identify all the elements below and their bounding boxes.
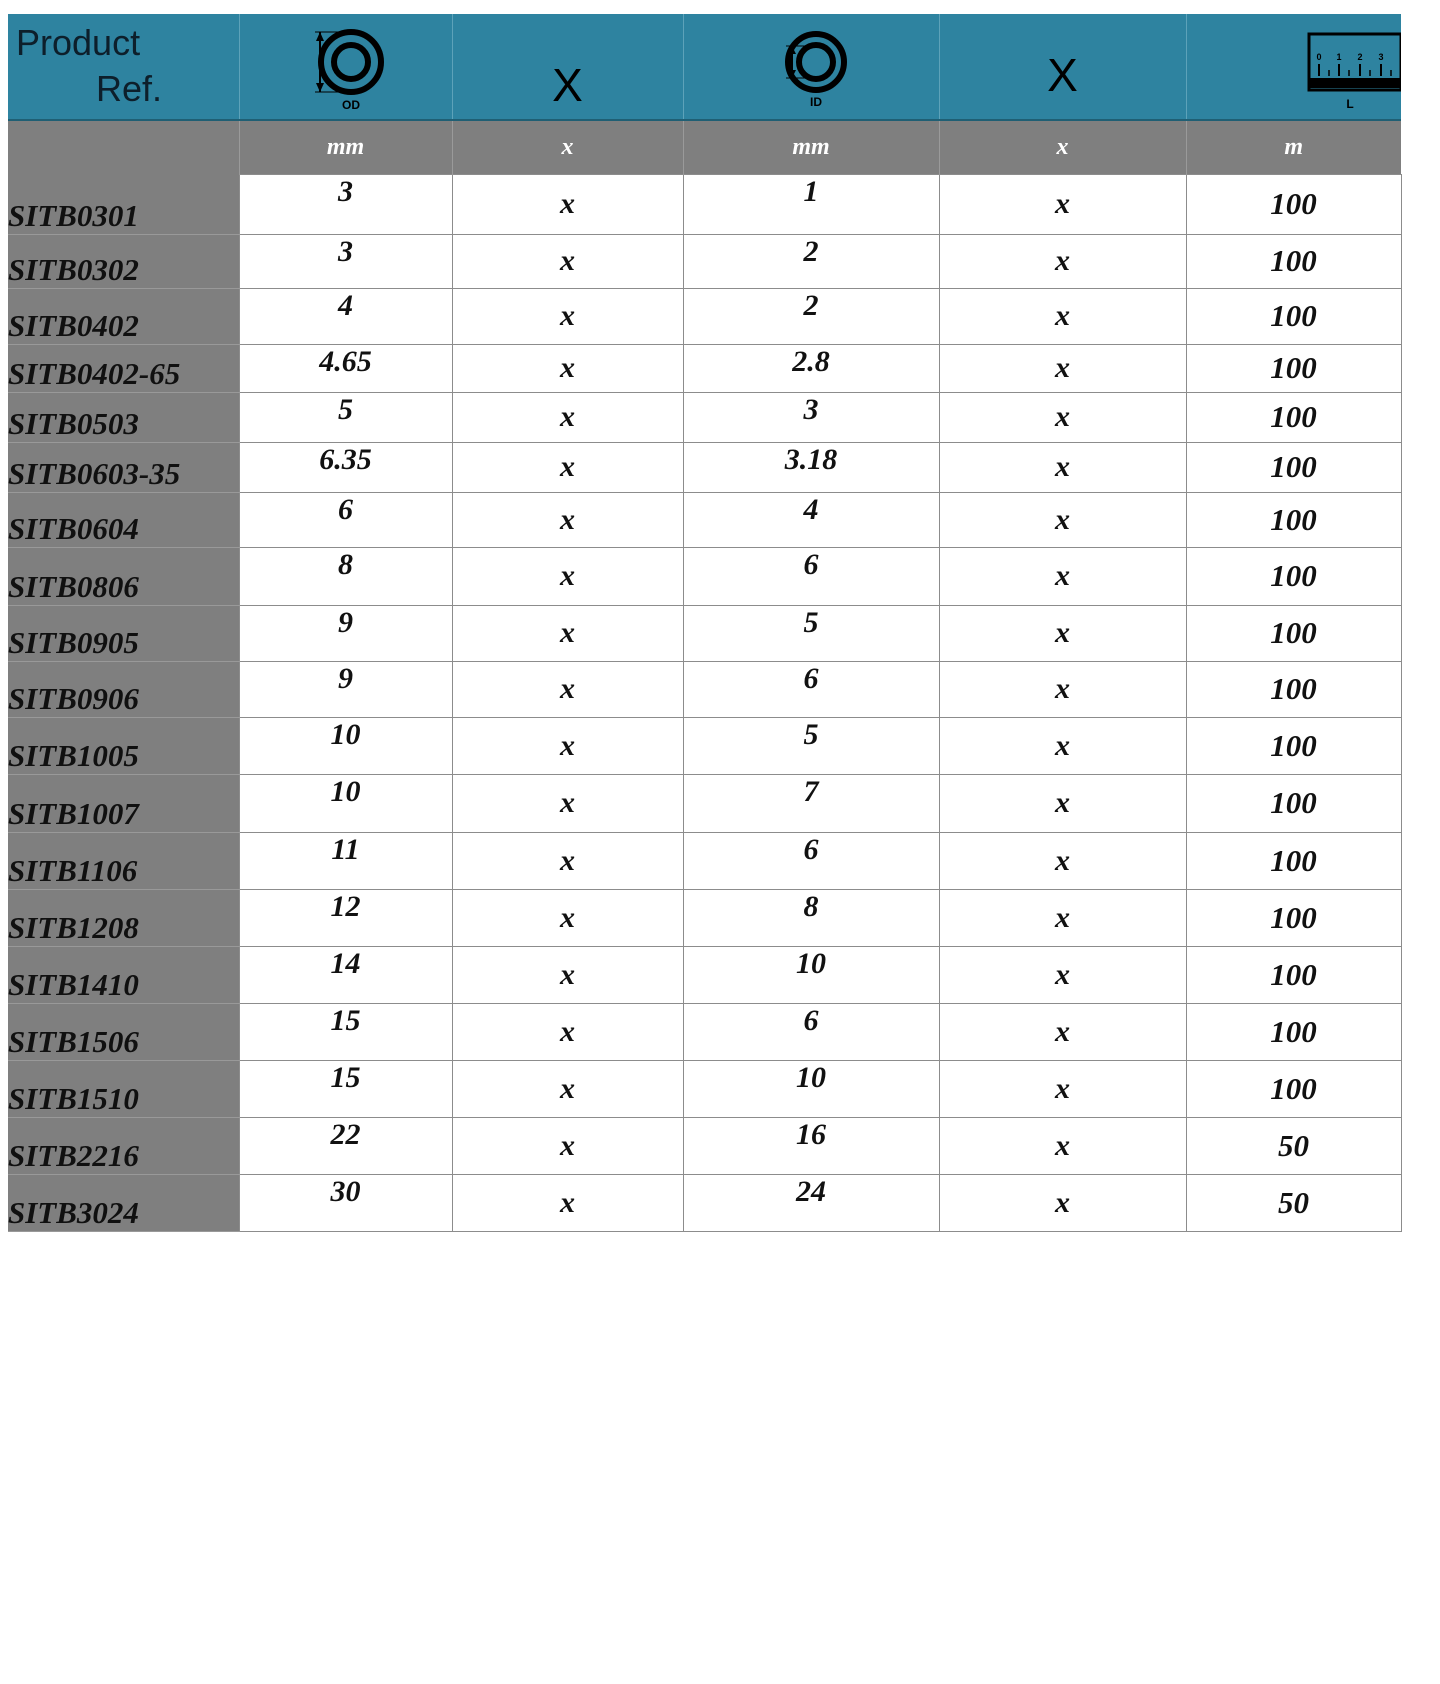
times-1-label: X — [552, 59, 583, 111]
ruler-tick-0: 0 — [1316, 52, 1322, 62]
od-cell: 5 — [239, 392, 452, 442]
table-row — [8, 1174, 1401, 1231]
od-cell: 10 — [239, 717, 452, 774]
table-row — [8, 889, 1401, 946]
length-cell: 100 — [1186, 661, 1401, 717]
id-cell: 8 — [683, 889, 939, 946]
od-cell: 3 — [239, 174, 452, 234]
product-ref-cell: SITB0301 — [8, 174, 239, 234]
table-row — [8, 392, 1401, 442]
od-cell: 8 — [239, 547, 452, 605]
times-1-cell: x — [452, 946, 683, 1003]
id-cell: 7 — [683, 774, 939, 832]
unit-cell-length: m — [1186, 120, 1401, 174]
product-ref-cell: SITB0503 — [8, 392, 239, 442]
times-2-cell: x — [939, 774, 1186, 832]
times-2-cell: x — [939, 492, 1186, 547]
times-1-cell: x — [452, 1117, 683, 1174]
table-row — [8, 946, 1401, 1003]
od-cell: 9 — [239, 605, 452, 661]
length-cell: 100 — [1186, 889, 1401, 946]
unit-cell-id: mm — [683, 120, 939, 174]
product-ref-cell: SITB1410 — [8, 946, 239, 1003]
times-1-cell: x — [452, 661, 683, 717]
table-row — [8, 547, 1401, 605]
id-cell: 24 — [683, 1174, 939, 1231]
od-cell: 15 — [239, 1003, 452, 1060]
id-cell: 6 — [683, 1003, 939, 1060]
times-2-cell: x — [939, 1003, 1186, 1060]
product-ref-label-line1: Product — [16, 22, 141, 63]
times-2-cell: x — [939, 1117, 1186, 1174]
tubing-spec-table — [8, 14, 1402, 1232]
od-cell: 3 — [239, 234, 452, 288]
id-cell: 3.18 — [683, 442, 939, 492]
od-cell: 6 — [239, 492, 452, 547]
length-cell: 100 — [1186, 392, 1401, 442]
product-ref-cell: SITB0604 — [8, 492, 239, 547]
times-2-cell: x — [939, 547, 1186, 605]
od-cell: 12 — [239, 889, 452, 946]
ruler-tick-3: 3 — [1378, 52, 1384, 62]
times-1-cell: x — [452, 442, 683, 492]
product-ref-cell: SITB0302 — [8, 234, 239, 288]
times-2-cell: x — [939, 234, 1186, 288]
table-row — [8, 661, 1401, 717]
times-1-header — [452, 14, 683, 120]
unit-cell-times-1: x — [452, 120, 683, 174]
id-cell: 3 — [683, 392, 939, 442]
product-ref-cell: SITB0905 — [8, 605, 239, 661]
product-ref-cell: SITB1007 — [8, 774, 239, 832]
od-cell: 4.65 — [239, 344, 452, 392]
table-row — [8, 344, 1401, 392]
length-cell: 50 — [1186, 1174, 1401, 1231]
id-cell: 16 — [683, 1117, 939, 1174]
id-cell: 6 — [683, 547, 939, 605]
times-1-cell: x — [452, 832, 683, 889]
od-cell: 14 — [239, 946, 452, 1003]
length-cell: 100 — [1186, 717, 1401, 774]
table-body — [8, 174, 1401, 1231]
product-ref-cell: SITB1106 — [8, 832, 239, 889]
times-1-cell: x — [452, 234, 683, 288]
table-row — [8, 1003, 1401, 1060]
length-cell: 100 — [1186, 605, 1401, 661]
product-ref-cell: SITB0402-65 — [8, 344, 239, 392]
times-2-cell: x — [939, 889, 1186, 946]
od-cell: 22 — [239, 1117, 452, 1174]
times-1-cell: x — [452, 344, 683, 392]
table-row — [8, 492, 1401, 547]
ruler-length-icon — [1305, 30, 1401, 117]
times-1-cell: x — [452, 288, 683, 344]
od-icon-label: OD — [341, 98, 360, 112]
id-inner-diameter-icon — [684, 22, 939, 117]
times-2-cell: x — [939, 661, 1186, 717]
length-header — [1186, 14, 1401, 120]
ruler-tick-1: 1 — [1336, 52, 1342, 62]
times-2-label: X — [1047, 49, 1078, 101]
id-header — [683, 14, 939, 120]
length-cell: 100 — [1186, 234, 1401, 288]
table-row — [8, 288, 1401, 344]
id-cell: 1 — [683, 174, 939, 234]
times-2-cell: x — [939, 288, 1186, 344]
length-cell: 50 — [1186, 1117, 1401, 1174]
times-2-cell: x — [939, 442, 1186, 492]
length-cell: 100 — [1186, 1003, 1401, 1060]
id-cell: 6 — [683, 832, 939, 889]
times-2-cell: x — [939, 344, 1186, 392]
id-cell: 10 — [683, 1060, 939, 1117]
times-2-cell: x — [939, 1174, 1186, 1231]
table-row — [8, 234, 1401, 288]
table-row — [8, 774, 1401, 832]
times-1-cell: x — [452, 1174, 683, 1231]
id-cell: 2.8 — [683, 344, 939, 392]
table-row — [8, 1117, 1401, 1174]
product-ref-cell: SITB0906 — [8, 661, 239, 717]
id-cell: 10 — [683, 946, 939, 1003]
unit-cell-ref — [8, 120, 239, 174]
length-cell: 100 — [1186, 774, 1401, 832]
od-cell: 11 — [239, 832, 452, 889]
times-2-cell: x — [939, 717, 1186, 774]
times-2-cell: x — [939, 605, 1186, 661]
product-ref-cell: SITB1208 — [8, 889, 239, 946]
times-1-cell: x — [452, 392, 683, 442]
unit-cell-times-2: x — [939, 120, 1186, 174]
id-cell: 5 — [683, 717, 939, 774]
length-cell: 100 — [1186, 288, 1401, 344]
product-ref-cell: SITB1510 — [8, 1060, 239, 1117]
product-ref-cell: SITB0603-35 — [8, 442, 239, 492]
length-cell: 100 — [1186, 174, 1401, 234]
times-1-cell: x — [452, 1003, 683, 1060]
length-cell: 100 — [1186, 1060, 1401, 1117]
times-2-cell: x — [939, 174, 1186, 234]
times-1-cell: x — [452, 492, 683, 547]
times-2-cell: x — [939, 1060, 1186, 1117]
table-row — [8, 832, 1401, 889]
unit-cell-od: mm — [239, 120, 452, 174]
product-ref-cell: SITB1005 — [8, 717, 239, 774]
times-2-header — [939, 14, 1186, 120]
od-outer-diameter-icon — [240, 22, 452, 117]
length-cell: 100 — [1186, 832, 1401, 889]
product-ref-cell: SITB1506 — [8, 1003, 239, 1060]
length-cell: 100 — [1186, 492, 1401, 547]
od-cell: 10 — [239, 774, 452, 832]
id-cell: 2 — [683, 234, 939, 288]
id-icon-label: ID — [810, 95, 822, 109]
unit-row — [8, 120, 1401, 174]
id-cell: 4 — [683, 492, 939, 547]
length-cell: 100 — [1186, 547, 1401, 605]
od-cell: 9 — [239, 661, 452, 717]
header-row — [8, 14, 1401, 120]
times-1-cell: x — [452, 547, 683, 605]
table-row — [8, 717, 1401, 774]
times-1-cell: x — [452, 774, 683, 832]
length-cell: 100 — [1186, 344, 1401, 392]
table-row — [8, 1060, 1401, 1117]
times-2-cell: x — [939, 832, 1186, 889]
length-icon-label: L — [1346, 97, 1354, 111]
id-cell: 6 — [683, 661, 939, 717]
ruler-tick-2: 2 — [1357, 52, 1363, 62]
od-cell: 4 — [239, 288, 452, 344]
product-ref-header — [8, 14, 239, 120]
times-2-cell: x — [939, 946, 1186, 1003]
od-cell: 6.35 — [239, 442, 452, 492]
times-1-cell: x — [452, 889, 683, 946]
times-1-cell: x — [452, 605, 683, 661]
od-cell: 30 — [239, 1174, 452, 1231]
length-cell: 100 — [1186, 442, 1401, 492]
od-cell: 15 — [239, 1060, 452, 1117]
product-ref-label-line2: Ref. — [96, 68, 163, 109]
times-1-cell: x — [452, 1060, 683, 1117]
table-row — [8, 605, 1401, 661]
times-2-cell: x — [939, 392, 1186, 442]
od-header — [239, 14, 452, 120]
table-row — [8, 174, 1401, 234]
times-1-cell: x — [452, 717, 683, 774]
product-ref-cell: SITB0806 — [8, 547, 239, 605]
length-cell: 100 — [1186, 946, 1401, 1003]
id-cell: 2 — [683, 288, 939, 344]
product-ref-cell: SITB0402 — [8, 288, 239, 344]
table-row — [8, 442, 1401, 492]
times-1-cell: x — [452, 174, 683, 234]
id-cell: 5 — [683, 605, 939, 661]
product-ref-cell: SITB3024 — [8, 1174, 239, 1231]
product-ref-cell: SITB2216 — [8, 1117, 239, 1174]
